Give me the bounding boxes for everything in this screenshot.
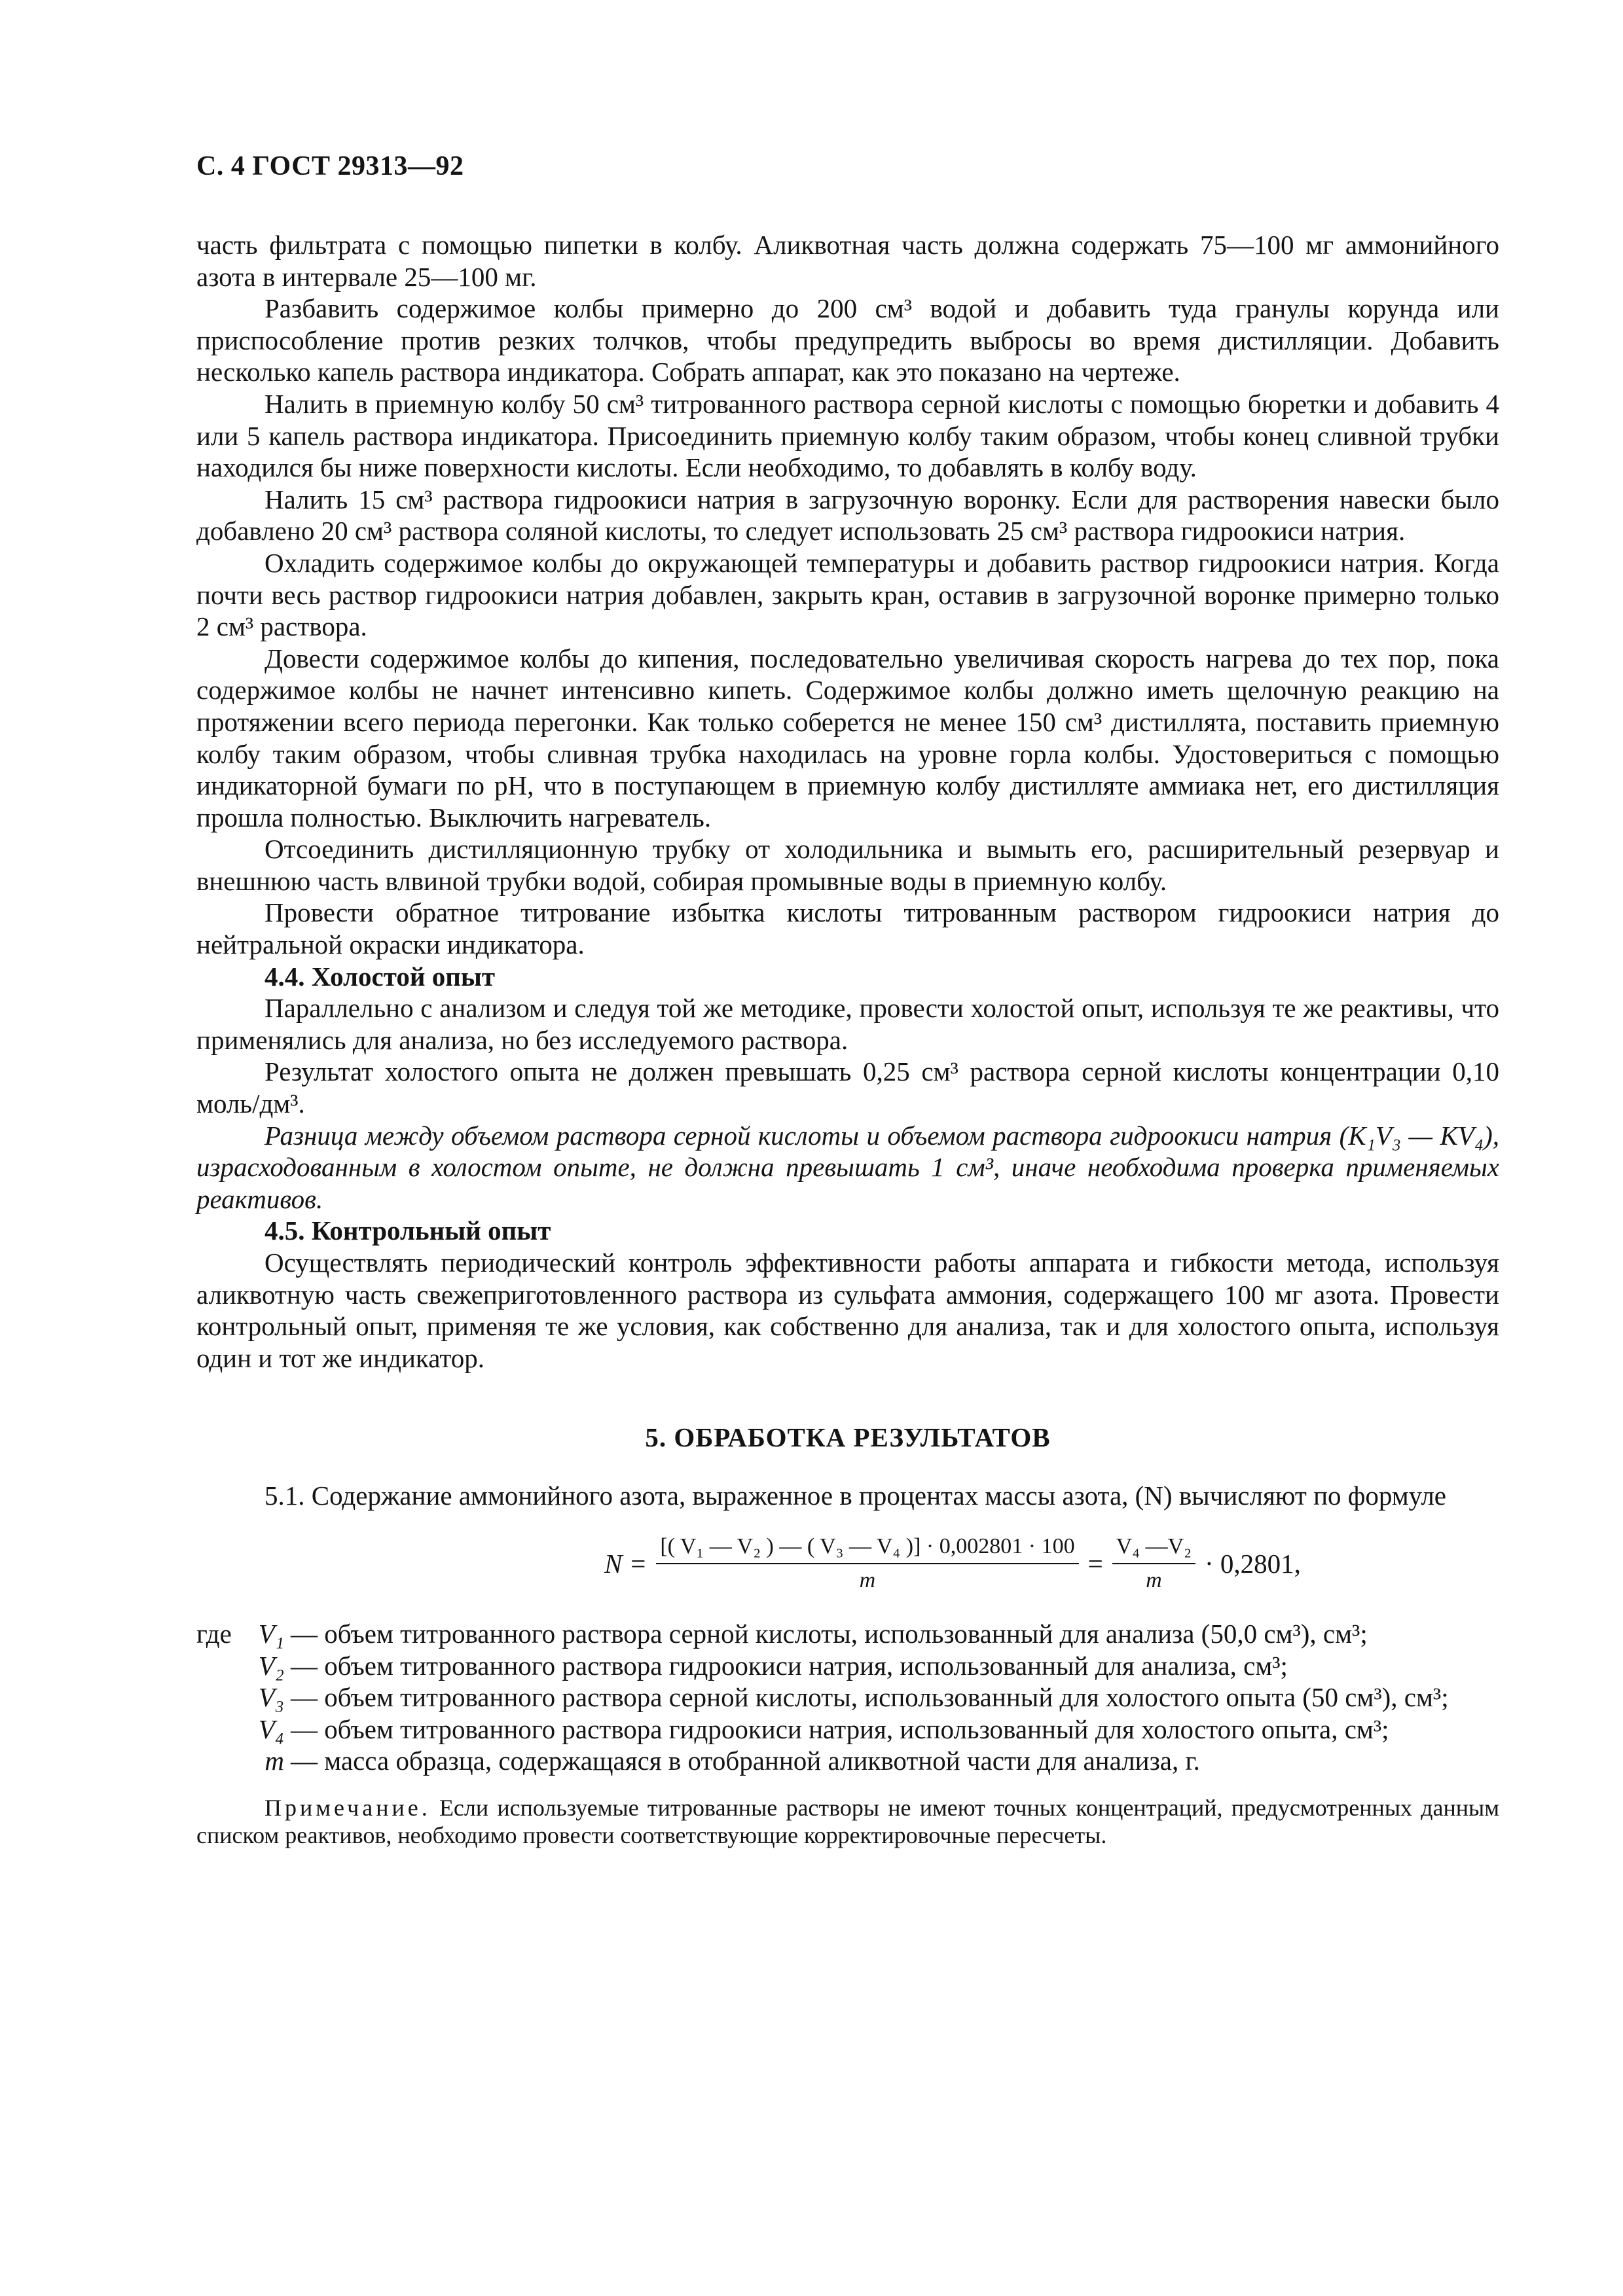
formula-fraction-2-denominator: m (1146, 1568, 1162, 1592)
variable-definitions (196, 1618, 1499, 1777)
variable-symbol: m (264, 1746, 284, 1776)
variable-symbol: V₂ (258, 1650, 284, 1681)
paragraph: Отсоединить дистилляционную трубку от холодильника и вымыть его, расширительный резервуар и внешнюю часть влвиной трубки водой, собирая промывные воды в приемную колбу. (196, 834, 1499, 896)
subsection-heading-4-4: 4.4. Холостой опыт (264, 961, 496, 992)
paragraph: Довести содержимое колбы до кипения, последовательно увеличивая скорость нагрева до тех пор, пока содержимое колбы не начнет интенсивно кипеть. Содержимое колбы должно иметь щелочную реакцию на протяжении всего периода перегонки. Как только соберется не менее 150 см³ дистиллята, поставить приемную колбу таким образом, чтобы сливная трубка находилась на уровне горла колбы. Удостовериться с помощью индикаторной бумаги по pH, что в поступающем в приемную колбу дистилляте аммиака нет, его дистилляция прошла полностью. Выключить нагреватель. (196, 643, 1499, 833)
paragraph: Результат холостого опыта не должен превышать 0,25 см³ раствора серной кислоты концентрации 0,10 моль/дм³. (196, 1056, 1499, 1119)
variable-definition (196, 1745, 1499, 1777)
paragraph: Провести обратное титрование избытка кислоты титрованным раствором гидроокиси натрия до нейтральной окраски индикатора. (196, 897, 1499, 960)
formula-equals: = (1087, 1548, 1103, 1579)
variable-description: — объем титрованного раствора серной кислоты, использованный для холостого опыта (50 см³), см³; (291, 1682, 1449, 1713)
formula-fraction-2 (1112, 1533, 1195, 1594)
note-text: Если используемые титрованные растворы не имеют точных концентраций, предусмотренных данным списком реактивов, необходимо провести соответствующие корректировочные пересчеты. (196, 1794, 1499, 1848)
where-prefix: где (196, 1618, 232, 1649)
formula-lhs: N = (604, 1548, 647, 1579)
formula-fraction-2-numerator: V₄ —V₂ (1112, 1533, 1195, 1564)
paragraph: Налить в приемную колбу 50 см³ титрованного раствора серной кислоты с помощью бюретки и добавить 4 или 5 капель раствора индикатора. Присоединить приемную колбу таким образом, чтобы конец сливной трубки находился бы ниже поверхности кислоты. Если необходимо, то добавлять в колбу воду. (196, 388, 1499, 483)
paragraph: Охладить содержимое колбы до окружающей температуры и добавить раствор гидроокиси натрия. Когда почти весь раствор гидроокиси натрия добавлен, закрыть кран, оставив в загрузочной воронке примерно только 2 см³ раствора. (196, 547, 1499, 642)
subsection-heading-4-5: 4.5. Контрольный опыт (264, 1215, 551, 1246)
document-page (196, 149, 1499, 1849)
variable-symbol: V₄ (258, 1713, 284, 1744)
formula-fraction-1-numerator: [( V₁ — V₂ ) — ( V₃ — V₄ )] · 0,002801 · 100 (656, 1533, 1078, 1564)
variable-description: — объем титрованного раствора серной кислоты, использованный для анализа (50,0 см³), см³; (291, 1618, 1368, 1649)
variable-symbol: V₁ (258, 1618, 284, 1649)
variable-definition (196, 1618, 1499, 1650)
note (196, 1794, 1499, 1849)
variable-description: — объем титрованного раствора гидроокиси натрия, использованный для анализа, см³; (291, 1650, 1288, 1681)
variable-definition (196, 1650, 1499, 1682)
formula-tail: · 0,2801, (1205, 1548, 1301, 1579)
paragraph: Параллельно с анализом и следуя той же методике, провести холостой опыт, используя те же реактивы, что применялись для анализа, но без исследуемого раствора. (196, 993, 1499, 1055)
formula (406, 1533, 1499, 1594)
paragraph-5-1: 5.1. Содержание аммонийного азота, выраженное в процентах массы азота, (N) вычисляют по формуле (264, 1480, 1447, 1511)
paragraph: Разбавить содержимое колбы примерно до 200 см³ водой и добавить туда гранулы корунда или приспособление против резких толчков, чтобы предупредить выбросы во время дистилляции. Добавить несколько капель раствора индикатора. Собрать аппарат, как это показано на чертеже. (196, 293, 1499, 387)
paragraph-italic-note: Разница между объемом раствора серной кислоты и объемом раствора гидроокиси натрия (K₁V₃ — KV₄), израсходованным в холостом опыте, не должна превышать 1 см³, иначе необходима проверка применяемых реактивов. (196, 1120, 1499, 1214)
paragraph: Осуществлять периодический контроль эффективности работы аппарата и гибкости метода, используя аликвотную часть свежеприготовленного раствора из сульфата аммония, содержащего 100 мг азота. Провести контрольный опыт, применяя те же условия, как собственно для анализа, так и для холостого опыта, используя один и тот же индикатор. (196, 1247, 1499, 1373)
variable-symbol: V₃ (258, 1682, 284, 1713)
variable-definition (196, 1681, 1499, 1713)
page-header: С. 4 ГОСТ 29313—92 (196, 151, 464, 181)
note-label: Примечание. (264, 1794, 431, 1821)
variable-definition (196, 1713, 1499, 1746)
variable-description: — объем титрованного раствора гидроокиси натрия, использованный для холостого опыта, см³; (291, 1713, 1389, 1744)
paragraph: Налить 15 см³ раствора гидроокиси натрия в загрузочную воронку. Если для растворения навески было добавлено 20 см³ раствора соляной кислоты, то следует использовать 25 см³ раствора гидроокиси натрия. (196, 484, 1499, 547)
paragraph: часть фильтрата с помощью пипетки в колбу. Аликвотная часть должна содержать 75—100 мг аммонийного азота в интервале 25—100 мг. (196, 230, 1499, 292)
section-heading-5: 5. ОБРАБОТКА РЕЗУЛЬТАТОВ (645, 1422, 1051, 1453)
formula-fraction-1-denominator: m (859, 1568, 876, 1592)
formula-fraction-1 (656, 1533, 1078, 1594)
variable-description: — масса образца, содержащаяся в отобранной аликвотной части для анализа, г. (291, 1746, 1200, 1776)
